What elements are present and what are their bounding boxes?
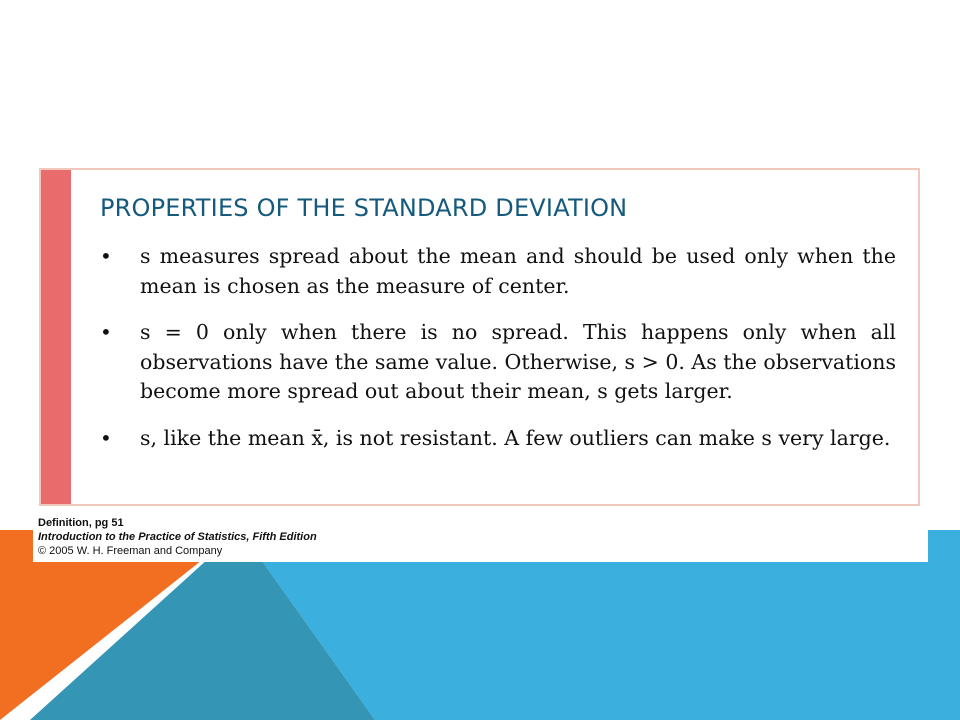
bullet-text: s measures spread about the mean and should be used only when the mean is chosen as the measure of center. bbox=[140, 244, 896, 298]
properties-list bbox=[100, 242, 896, 470]
bullet-dot: • bbox=[100, 425, 112, 450]
accent-bar bbox=[41, 170, 71, 504]
caption-book-title: Introduction to the Practice of Statistics, Fifth Edition bbox=[38, 531, 317, 543]
bullet-text: s, like the mean x̄, is not resistant. A few outliers can make s very large. bbox=[140, 425, 891, 450]
caption-copyright: © 2005 W. H. Freeman and Company bbox=[38, 545, 223, 557]
list-item bbox=[100, 318, 896, 407]
list-item bbox=[100, 242, 896, 301]
source-caption bbox=[33, 512, 928, 562]
definition-title: PROPERTIES OF THE STANDARD DEVIATION bbox=[100, 194, 628, 222]
list-item bbox=[100, 424, 896, 454]
definition-box bbox=[39, 168, 920, 506]
bullet-dot: • bbox=[100, 320, 112, 344]
bullet-text: s = 0 only when there is no spread. This happens only when all observations have the same value. Otherwise, s > 0. As the observations become more spread out about their mean, s gets larger. bbox=[140, 320, 896, 403]
caption-definition: Definition, pg 51 bbox=[38, 517, 124, 529]
bullet-dot: • bbox=[100, 244, 112, 268]
